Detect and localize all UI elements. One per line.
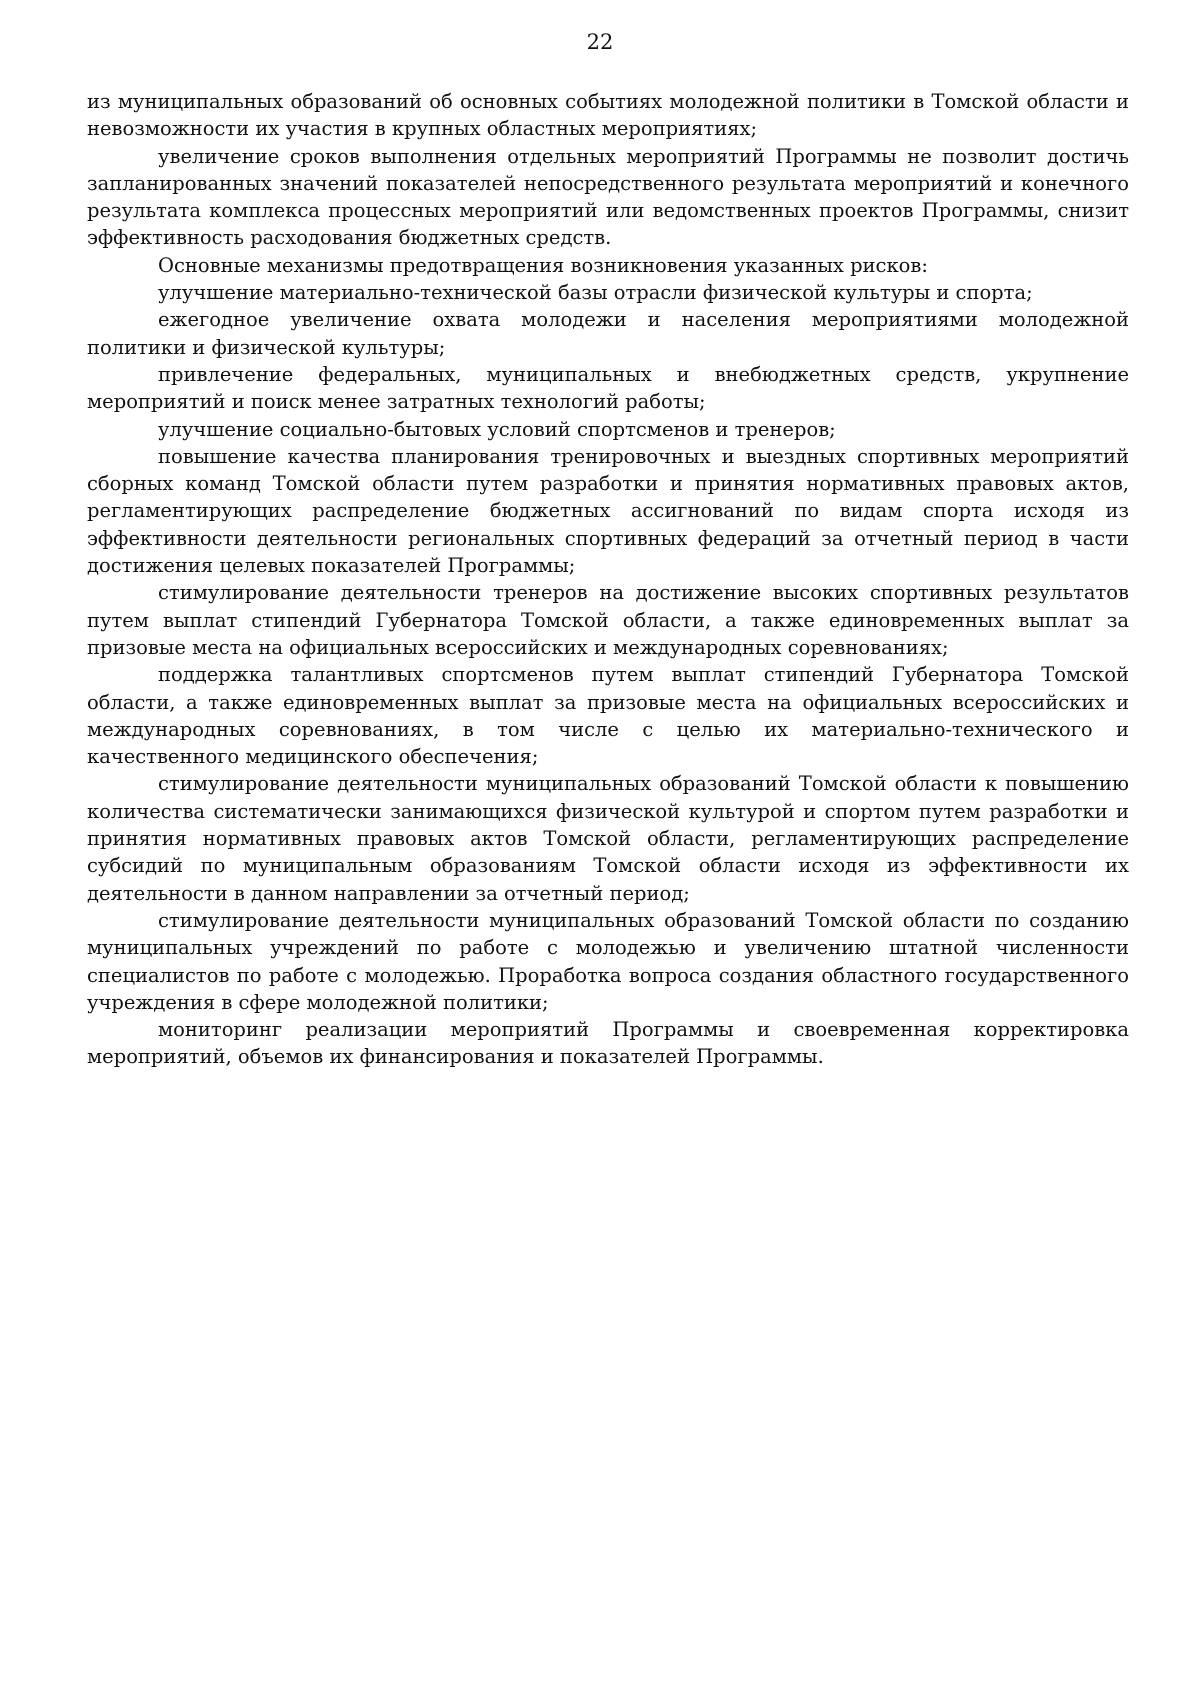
paragraph-11: стимулирование деятельности муниципальных образований Томской области к повышению количества систематически занимающихся физической культурой и спортом путем разработки и принятия нормативных правовых актов Томской области, регламентирующих распределение субсидий по муниципальным образованиям Томской области исходя из эффективности их деятельности в данном направлении за отчетный период;	[87, 772, 1129, 905]
paragraph-2: увеличение сроков выполнения отдельных мероприятий Программы не позволит достичь запланированных значений показателей непосредственного результата мероприятий и конечного результата комплекса процессных мероприятий или ведомственных проектов Программы, снизит эффективность расходования бюджетных средств.	[87, 144, 1129, 250]
paragraph-3: Основные механизмы предотвращения возникновения указанных рисков:	[158, 253, 928, 277]
paragraph-12: стимулирование деятельности муниципальных образований Томской области по созданию муниципальных учреждений по работе с молодежью и увеличению штатной численности специалистов по работе с молодежью. Проработка вопроса создания областного государственного учреждения в сфере молодежной политики;	[87, 908, 1129, 1014]
page-number: 22	[586, 30, 614, 54]
paragraph-8: повышение качества планирования тренировочных и выездных спортивных мероприятий сборных команд Томской области путем разработки и принятия нормативных правовых актов, регламентирующих распределение бюджетных ассигнований по видам спорта исходя из эффективности деятельности региональных спортивных федераций за отчетный период в части достижения целевых показателей Программы;	[87, 444, 1129, 578]
paragraph-4: улучшение материально-технической базы отрасли физической культуры и спорта;	[158, 281, 1033, 305]
paragraph-1: из муниципальных образований об основных событиях молодежной политики в Томской области и невозможности их участия в крупных областных мероприятиях;	[87, 90, 1129, 141]
paragraph-5: ежегодное увеличение охвата молодежи и населения мероприятиями молодежной политики и физической культуры;	[87, 308, 1129, 359]
paragraph-9: стимулирование деятельности тренеров на достижение высоких спортивных результатов путем выплат стипендий Губернатора Томской области, а также единовременных выплат за призовые места на официальных всероссийских и международных соревнованиях;	[87, 581, 1129, 659]
paragraph-13: мониторинг реализации мероприятий Программы и своевременная корректировка мероприятий, объемов их финансирования и показателей Программы.	[87, 1018, 1129, 1069]
paragraph-7: улучшение социально-бытовых условий спортсменов и тренеров;	[158, 417, 836, 441]
paragraph-10: поддержка талантливых спортсменов путем выплат стипендий Губернатора Томской области, а также единовременных выплат за призовые места на официальных всероссийских и международных соревнованиях, в том числе с целью их материально-технического и качественного медицинского обеспечения;	[87, 663, 1129, 769]
document-body	[87, 88, 1129, 1071]
paragraph-6: привлечение федеральных, муниципальных и внебюджетных средств, укрупнение мероприятий и поиск менее затратных технологий работы;	[87, 362, 1129, 414]
